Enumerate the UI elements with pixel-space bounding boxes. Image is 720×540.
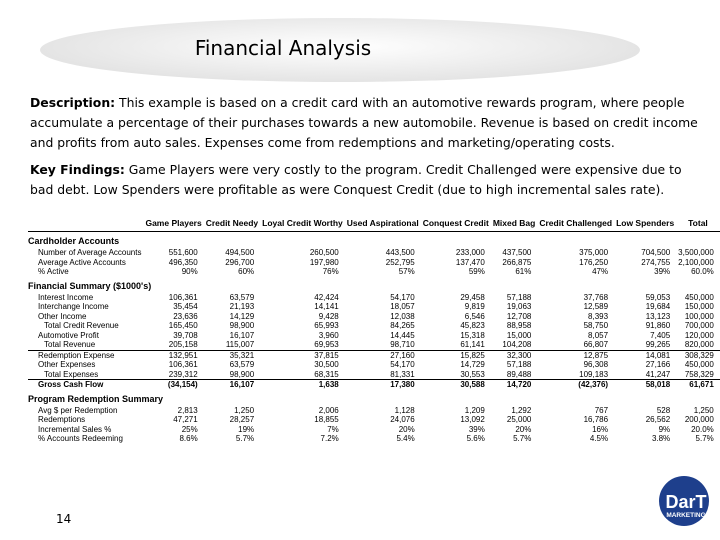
table-cell: 115,007 bbox=[204, 340, 260, 350]
table-row bbox=[28, 248, 720, 258]
table-cell: 35,321 bbox=[229, 350, 255, 360]
table-cell: (34,154) bbox=[167, 380, 198, 389]
table-cell: 16,786 bbox=[583, 415, 609, 424]
table-cell: 3,500,000 bbox=[678, 248, 714, 257]
row-label: % Active bbox=[38, 267, 69, 276]
table-cell: 20.0% bbox=[691, 424, 714, 434]
table-cell: 205,158 bbox=[143, 340, 203, 350]
table-cell: 54,170 bbox=[390, 360, 415, 369]
table-cell: 260,500 bbox=[309, 248, 339, 257]
row-label: Avg $ per Redemption bbox=[38, 405, 118, 415]
table-cell: 9,819 bbox=[464, 302, 485, 311]
table-cell: 25% bbox=[181, 424, 198, 434]
table-row bbox=[28, 267, 720, 277]
table-cell: 5.7% bbox=[235, 434, 255, 443]
table-cell: 25,000 bbox=[506, 415, 532, 424]
table-cell: 233,000 bbox=[455, 248, 485, 257]
table-cell: 14,445 bbox=[390, 330, 415, 340]
row-label: Redemption Expense bbox=[38, 350, 115, 360]
column-header: Conquest Credit bbox=[421, 205, 491, 232]
table-cell: 1,292 bbox=[511, 405, 532, 415]
table-row bbox=[28, 350, 720, 360]
table-cell: 59% bbox=[468, 267, 485, 276]
row-label: Gross Cash Flow bbox=[38, 380, 104, 389]
table-cell: 150,000 bbox=[684, 302, 714, 311]
table-cell: 68,315 bbox=[260, 370, 345, 380]
table-cell: 443,500 bbox=[385, 248, 415, 257]
table-cell: 99,265 bbox=[614, 340, 676, 350]
table-cell: 57,188 bbox=[506, 360, 532, 369]
table-row bbox=[28, 258, 720, 268]
table-cell: 42,424 bbox=[314, 292, 339, 302]
table-cell: 19,684 bbox=[645, 302, 671, 311]
table-cell: 700,000 bbox=[684, 321, 714, 330]
table-cell: 30,588 bbox=[460, 380, 485, 389]
table-cell: 47% bbox=[592, 267, 609, 276]
column-header: Mixed Bag bbox=[491, 205, 538, 232]
table-cell: 14,141 bbox=[314, 302, 339, 311]
column-header: Credit Needy bbox=[204, 205, 260, 232]
table-cell: 65,993 bbox=[314, 321, 339, 330]
table-cell: 96,308 bbox=[583, 360, 609, 369]
table-cell: 41,247 bbox=[614, 370, 676, 380]
table-cell: 58,018 bbox=[645, 380, 671, 389]
table-cell: 29,458 bbox=[460, 292, 485, 302]
column-header: Used Aspirational bbox=[345, 205, 421, 232]
table-cell: 120,000 bbox=[684, 330, 714, 340]
description-paragraph bbox=[30, 93, 700, 153]
table-cell: 197,980 bbox=[309, 257, 339, 267]
table-cell: 1,250 bbox=[693, 405, 714, 415]
table-cell: 106,361 bbox=[168, 292, 198, 302]
table-cell: 90% bbox=[181, 267, 198, 276]
table-cell: 14,720 bbox=[506, 380, 532, 389]
table-cell: 12,589 bbox=[583, 302, 609, 311]
table-cell: 4.5% bbox=[589, 434, 609, 443]
table-cell: 137,470 bbox=[455, 257, 485, 267]
table-cell: 19% bbox=[238, 424, 255, 434]
table-cell: 132,951 bbox=[168, 350, 198, 360]
row-label: Total Expenses bbox=[28, 370, 143, 380]
table-cell: 165,450 bbox=[168, 321, 198, 330]
table-cell: 7.2% bbox=[320, 434, 339, 443]
table-cell: 16,107 bbox=[229, 380, 255, 389]
table-cell: 58,750 bbox=[583, 321, 609, 330]
table-row bbox=[28, 331, 720, 341]
column-header bbox=[28, 205, 143, 232]
table-body bbox=[28, 232, 720, 444]
row-label: % Accounts Redeeming bbox=[38, 434, 123, 443]
table-cell: 704,500 bbox=[641, 248, 671, 257]
table-row bbox=[28, 321, 720, 331]
row-label: Other Income bbox=[38, 311, 87, 321]
table-cell: 60% bbox=[238, 267, 255, 276]
table-cell: 551,600 bbox=[168, 248, 198, 257]
section-header-row bbox=[28, 390, 720, 406]
table-cell: 1,638 bbox=[318, 380, 339, 389]
table-cell: 450,000 bbox=[684, 360, 714, 369]
table-cell: 8.6% bbox=[179, 434, 198, 443]
page-number: 14 bbox=[56, 512, 72, 526]
table-cell: 21,193 bbox=[229, 302, 255, 311]
table-cell: 15,318 bbox=[460, 330, 485, 340]
logo-subtext: MARKETING bbox=[666, 512, 706, 519]
table-cell: 14,729 bbox=[460, 360, 485, 369]
table-cell: 252,795 bbox=[385, 257, 415, 267]
dart-marketing-logo bbox=[655, 472, 717, 534]
section-header-row bbox=[28, 277, 720, 293]
table-cell: 39% bbox=[468, 424, 485, 434]
section-title: Cardholder Accounts bbox=[28, 236, 120, 247]
table-cell: 32,300 bbox=[506, 350, 532, 360]
table-cell: 109,183 bbox=[537, 370, 614, 380]
table-cell: 12,708 bbox=[506, 311, 532, 321]
table-cell: 8,057 bbox=[588, 330, 609, 340]
table-cell: 16% bbox=[592, 424, 609, 434]
table-cell: 767 bbox=[594, 405, 609, 415]
table-cell: 494,500 bbox=[225, 248, 255, 257]
table-cell: 18,057 bbox=[390, 302, 415, 311]
column-header: Low Spenders bbox=[614, 205, 676, 232]
row-label: Interchange Income bbox=[38, 302, 109, 311]
table-cell: 27,166 bbox=[645, 360, 671, 369]
table-cell: 437,500 bbox=[502, 248, 532, 257]
table-cell: 61,671 bbox=[689, 380, 714, 389]
table-cell: 5.7% bbox=[695, 434, 714, 443]
slide-title: Financial Analysis bbox=[194, 36, 372, 60]
section-title: Program Redemption Summary bbox=[28, 393, 164, 404]
column-header: Credit Challenged bbox=[537, 205, 614, 232]
table-cell: 5.6% bbox=[466, 434, 485, 443]
table-cell: 296,700 bbox=[225, 257, 255, 267]
table-cell: 37,768 bbox=[583, 292, 609, 302]
table-cell: 7% bbox=[327, 424, 339, 434]
table-cell: 39,708 bbox=[173, 330, 198, 340]
table-cell: 89,488 bbox=[491, 370, 538, 380]
findings-label: Key Findings: bbox=[30, 162, 125, 177]
table-cell: 528 bbox=[656, 405, 671, 415]
table-row bbox=[28, 293, 720, 303]
table-row bbox=[28, 425, 720, 435]
financial-table bbox=[28, 205, 720, 444]
table-cell: 63,579 bbox=[229, 292, 255, 302]
column-header: Loyal Credit Worthy bbox=[260, 205, 345, 232]
table-cell: 8,393 bbox=[588, 311, 609, 321]
table-cell: 81,331 bbox=[345, 370, 421, 380]
table-cell: 61% bbox=[515, 267, 532, 276]
table-cell: 63,579 bbox=[229, 360, 255, 369]
table-cell: 69,953 bbox=[260, 340, 345, 350]
section-title: Financial Summary ($1000's) bbox=[28, 280, 152, 291]
row-label: Total Credit Revenue bbox=[44, 321, 119, 330]
table-header-row bbox=[28, 205, 720, 232]
table-cell: 26,562 bbox=[645, 415, 671, 424]
table-cell: 61,141 bbox=[421, 340, 491, 350]
table-row bbox=[28, 406, 720, 416]
table-cell: 7,405 bbox=[650, 330, 671, 340]
table-cell: 104,208 bbox=[491, 340, 538, 350]
table-cell: 23,636 bbox=[173, 311, 198, 321]
table-cell: 66,807 bbox=[537, 340, 614, 350]
table-cell: 98,710 bbox=[345, 340, 421, 350]
table-cell: 27,160 bbox=[390, 350, 415, 360]
row-label: Interest Income bbox=[38, 292, 94, 302]
table-cell: 54,170 bbox=[390, 292, 415, 302]
description-label: Description: bbox=[30, 95, 116, 110]
table-cell: 5.7% bbox=[513, 434, 532, 443]
table-cell: 2,100,000 bbox=[678, 257, 714, 267]
table-cell: 3,960 bbox=[318, 330, 339, 340]
table-cell: 13,092 bbox=[460, 415, 485, 424]
table-cell: 28,257 bbox=[229, 415, 255, 424]
table-cell: 47,271 bbox=[173, 415, 198, 424]
table-cell: 84,265 bbox=[390, 321, 415, 330]
row-label: Total Revenue bbox=[28, 340, 143, 350]
table-cell: 450,000 bbox=[684, 292, 714, 302]
table-cell: 200,000 bbox=[684, 415, 714, 424]
table-cell: 3.8% bbox=[651, 434, 671, 443]
table-cell: 1,128 bbox=[394, 405, 415, 415]
table-cell: 15,825 bbox=[460, 350, 485, 360]
table-cell: 39% bbox=[654, 267, 671, 276]
table-cell: 106,361 bbox=[168, 360, 198, 369]
table-cell: 20% bbox=[515, 424, 532, 434]
table-cell: 37,815 bbox=[314, 350, 339, 360]
table-cell: 496,350 bbox=[168, 257, 198, 267]
table-cell: 16,107 bbox=[229, 330, 255, 340]
table-cell: 18,855 bbox=[314, 415, 339, 424]
table-cell: 2,006 bbox=[318, 405, 339, 415]
table-cell: 12,875 bbox=[583, 350, 609, 360]
table-cell: 88,958 bbox=[506, 321, 532, 330]
column-header: Game Players bbox=[143, 205, 203, 232]
table-cell: 274,755 bbox=[641, 257, 671, 267]
table-cell: 45,823 bbox=[460, 321, 485, 330]
table-cell: 35,454 bbox=[173, 302, 198, 311]
table-cell: 176,250 bbox=[579, 257, 609, 267]
table-cell: 13,123 bbox=[645, 311, 671, 321]
table-cell: 6,546 bbox=[464, 311, 485, 321]
row-label: Incremental Sales % bbox=[38, 424, 112, 434]
table-cell: 308,329 bbox=[684, 350, 714, 360]
row-label: Redemptions bbox=[38, 415, 86, 424]
table-cell: 57% bbox=[398, 267, 415, 276]
table-cell: 19,063 bbox=[506, 302, 532, 311]
table-cell: 239,312 bbox=[143, 370, 203, 380]
row-label: Average Active Accounts bbox=[38, 257, 126, 267]
table-cell: 17,380 bbox=[390, 380, 415, 389]
description-text: This example is based on a credit card with an automotive rewards program, where people accumulate a percentage of their purchases towards a new automobile. Revenue is based on credit income and profits from auto sales. Expenses come from redemptions and marketing/operating costs. bbox=[30, 95, 698, 150]
table-cell: 9% bbox=[658, 424, 671, 434]
table-cell: 12,038 bbox=[390, 311, 415, 321]
table-row bbox=[28, 360, 720, 370]
table-cell: 30,553 bbox=[421, 370, 491, 380]
column-header: Total bbox=[676, 205, 720, 232]
table-row bbox=[28, 415, 720, 425]
table-cell: 91,860 bbox=[645, 321, 671, 330]
table-cell: 1,250 bbox=[234, 405, 255, 415]
table-row bbox=[28, 340, 720, 350]
table-cell: 14,129 bbox=[229, 311, 255, 321]
table-cell: 24,076 bbox=[390, 415, 415, 424]
findings-paragraph bbox=[30, 160, 700, 200]
table-row bbox=[28, 380, 720, 390]
logo-text: DarT bbox=[665, 492, 707, 512]
table-cell: 375,000 bbox=[579, 248, 609, 257]
table-cell: 2,813 bbox=[177, 405, 198, 415]
table-cell: (42,376) bbox=[578, 380, 609, 389]
table-cell: 57,188 bbox=[506, 292, 532, 302]
table-cell: 1,209 bbox=[464, 405, 485, 415]
table-row bbox=[28, 302, 720, 312]
table-cell: 5.4% bbox=[396, 434, 415, 443]
row-label: Other Expenses bbox=[38, 360, 96, 369]
table-row bbox=[28, 434, 720, 444]
table-cell: 15,000 bbox=[506, 330, 532, 340]
row-label: Automotive Profit bbox=[38, 330, 99, 340]
table-row bbox=[28, 312, 720, 322]
table-cell: 14,081 bbox=[645, 350, 671, 360]
table-cell: 9,428 bbox=[318, 311, 339, 321]
table-cell: 758,329 bbox=[676, 370, 720, 380]
row-label: Number of Average Accounts bbox=[38, 248, 142, 257]
table-cell: 60.0% bbox=[691, 267, 714, 276]
table-cell: 98,900 bbox=[229, 321, 255, 330]
table-row bbox=[28, 370, 720, 380]
findings-text: Game Players were very costly to the program. Credit Challenged were expensive due to bad debt. Low Spenders were profitable as were Conquest Credit (due to high incremental sales rate). bbox=[30, 162, 682, 197]
table-cell: 20% bbox=[398, 424, 415, 434]
table-cell: 100,000 bbox=[684, 311, 714, 321]
table-cell: 98,900 bbox=[204, 370, 260, 380]
table-cell: 266,875 bbox=[502, 257, 532, 267]
table-cell: 76% bbox=[322, 267, 339, 276]
section-header-row bbox=[28, 232, 720, 249]
table-cell: 30,500 bbox=[314, 360, 339, 369]
table-cell: 820,000 bbox=[676, 340, 720, 350]
table-cell: 59,053 bbox=[645, 292, 671, 302]
